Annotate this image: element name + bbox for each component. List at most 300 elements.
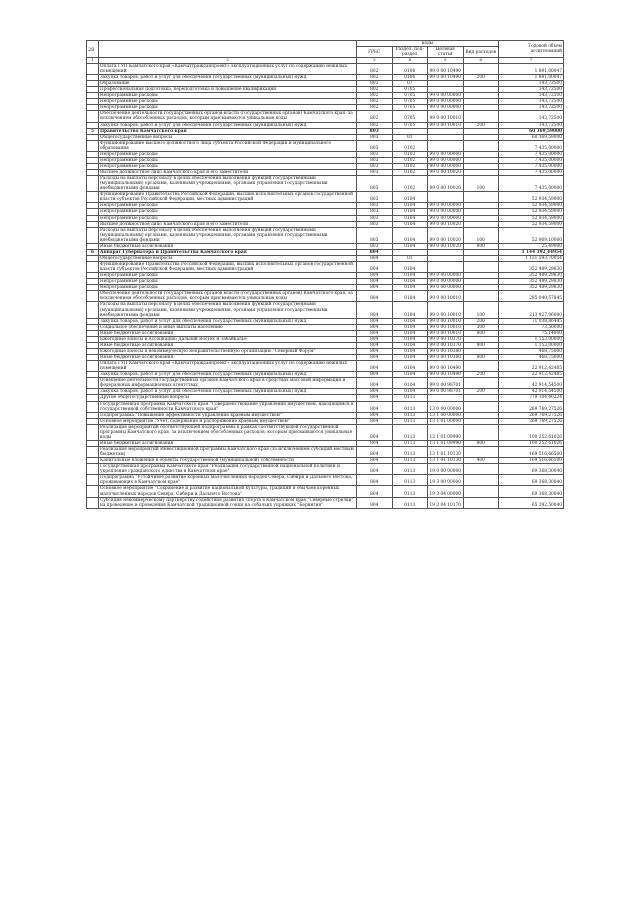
row-sum: 100 252,61026	[499, 424, 564, 440]
table-body	[87, 63, 564, 508]
row-cs: 13 0 00 00000	[428, 401, 464, 412]
table-row	[87, 361, 564, 372]
row-cs: 13 1 01 09990	[428, 424, 464, 440]
row-grbs: 804	[357, 401, 393, 412]
row-grbs: 803	[357, 221, 393, 227]
row-razdel: 0104	[392, 291, 428, 302]
row-razdel: 07	[392, 81, 428, 87]
row-grbs: 803	[357, 209, 393, 215]
row-cs: 13 1 01 00000	[428, 418, 464, 424]
row-cs: 99 0 00 10370	[428, 342, 464, 348]
row-vr: 100	[463, 302, 499, 318]
row-sum: 779 104,40224	[499, 395, 564, 401]
row-sum: 60 369,59000	[499, 128, 564, 134]
row-grbs: 804	[357, 302, 393, 318]
row-cs: 99 0 00 10010	[428, 291, 464, 302]
table-row	[87, 475, 564, 486]
row-cs: 99 0 00 00000	[428, 105, 464, 111]
row-sum: 143,72500	[499, 87, 564, 93]
row-razdel: 0106	[392, 63, 428, 74]
row-name: Субсидия некоммерческому партнерству содействия развития спорта в Камчатском крае "Северные стрелки" на проведение и проведения Камчатской традиционной гонки на собачьих упряжках "Берингия"	[99, 497, 357, 508]
row-sum: 468,75000	[499, 348, 564, 354]
row-name: Высшее должностное лицо Камчатского края и его заместители	[99, 170, 357, 176]
row-name: Закупка товаров, работ и услуг для обеспечения государственных (муниципальных) нужд	[99, 122, 357, 128]
row-cs: 99 0 00 00000	[428, 203, 464, 209]
row-vr: 800	[463, 243, 499, 249]
row-grbs: 804	[357, 318, 393, 324]
row-cs: 99 0 00 10490	[428, 63, 464, 74]
row-razdel: 0104	[392, 215, 428, 221]
row-name: Обеспечение деятельности государственных органов власти (государственных органов) Камчатского края, за исключением обособленных расходов, которым присваиваются уникальные коды	[99, 291, 357, 302]
row-sum: 7 435,00000	[499, 140, 564, 151]
row-vr	[463, 262, 499, 273]
row-razdel: 0102	[392, 151, 428, 157]
row-number: 6	[87, 249, 99, 255]
row-sum: 143,72500	[499, 122, 564, 128]
row-grbs: 803	[357, 134, 393, 140]
row-name: Непрограммные расходы	[99, 215, 357, 221]
row-sum: 143,72500	[499, 81, 564, 87]
row-name: Подпрограмма "Повышение эффективности управления краевым имуществом"	[99, 412, 357, 418]
row-grbs: 804	[357, 324, 393, 330]
row-grbs: 804	[357, 255, 393, 261]
row-vr	[463, 447, 499, 458]
row-sum: 42 914,54500	[499, 389, 564, 395]
row-grbs: 803	[357, 163, 393, 169]
row-grbs: 803	[357, 128, 393, 134]
col-num: 1	[87, 58, 99, 64]
row-grbs: 802	[357, 99, 393, 105]
table-row	[87, 140, 564, 151]
row-cs: 99 0 00 10010	[428, 122, 464, 128]
row-sum: 285 040,57845	[499, 291, 564, 302]
row-grbs: 804	[357, 285, 393, 291]
row-name: Непрограммные расходы	[99, 163, 357, 169]
row-cs: 99 0 00 10370	[428, 336, 464, 342]
row-grbs: 804	[357, 418, 393, 424]
row-razdel: 0705	[392, 93, 428, 99]
row-name: Иные бюджетные ассигнования	[99, 330, 357, 336]
row-razdel: 01	[392, 134, 428, 140]
row-number: 5	[87, 128, 99, 134]
row-number	[87, 262, 99, 273]
row-cs: 99 0 00 10380	[428, 348, 464, 354]
row-sum: 213 927,06000	[499, 302, 564, 318]
row-grbs: 804	[357, 342, 393, 348]
row-razdel: 0102	[392, 170, 428, 176]
row-name: Иные бюджетные ассигнования	[99, 243, 357, 249]
row-cs: 19 3 04 10170	[428, 497, 464, 508]
row-name: Оплата ГУП Камчатского края «Камчатгражданпроект» эксплуатационных услуг по содержанию нежилых помещений	[99, 63, 357, 74]
row-grbs: 804	[357, 475, 393, 486]
row-razdel: 0104	[392, 378, 428, 389]
row-grbs: 802	[357, 87, 393, 93]
row-razdel: 0104	[392, 324, 428, 330]
row-vr: 100	[463, 176, 499, 192]
row-vr: 200	[463, 318, 499, 324]
row-number	[87, 291, 99, 302]
row-name: Основное мероприятие "Учет, содержание и распоряжение краевым имуществом"	[99, 418, 357, 424]
row-razdel: 0113	[392, 424, 428, 440]
row-vr: 200	[463, 372, 499, 378]
row-grbs: 803	[357, 176, 393, 192]
col-num: 3	[357, 58, 393, 64]
header-razdel: Раздел, под-раздел	[392, 47, 428, 58]
header-vr: Вид расходов	[463, 47, 499, 58]
row-name: Общегосударственные вопросы	[99, 134, 357, 140]
row-razdel: 0113	[392, 401, 428, 412]
row-grbs: 803	[357, 170, 393, 176]
row-number	[87, 227, 99, 243]
table-row	[87, 447, 564, 458]
header-grbs: ГРБС	[357, 47, 393, 58]
row-grbs: 802	[357, 122, 393, 128]
row-razdel: 0104	[392, 262, 428, 273]
row-grbs: 804	[357, 273, 393, 279]
row-cs: 99 0 00 10020	[428, 170, 464, 176]
row-razdel: 0113	[392, 475, 428, 486]
row-name: Функционирование высшего должностного лица субъекта Российской Федерации и муниципального образования	[99, 140, 357, 151]
row-sum: 1 153,00000	[499, 336, 564, 342]
row-name: Иные бюджетные ассигнования	[99, 440, 357, 446]
row-number	[87, 447, 99, 458]
row-name: Непрограммные расходы	[99, 209, 357, 215]
row-cs: 99 0 00 00000	[428, 273, 464, 279]
row-grbs: 802	[357, 81, 393, 87]
row-razdel: 0104	[392, 361, 428, 372]
row-razdel: 0705	[392, 87, 428, 93]
row-razdel: 0104	[392, 302, 428, 318]
table-row	[87, 192, 564, 203]
row-grbs: 804	[357, 249, 393, 255]
col-num: 6	[463, 58, 499, 64]
row-grbs: 802	[357, 75, 393, 81]
row-grbs: 803	[357, 215, 393, 221]
row-cs	[428, 192, 464, 203]
row-razdel: 0705	[392, 105, 428, 111]
row-grbs: 803	[357, 243, 393, 249]
row-name: Государственная программа Камчатского края "Реализация государственной национальной политики и укрепление гражданского единства в Камчатском крае"	[99, 464, 357, 475]
row-cs: 99 0 00 10020	[428, 227, 464, 243]
row-number	[87, 302, 99, 318]
row-vr: 800	[463, 330, 499, 336]
row-cs: 13 1 01 09990	[428, 440, 464, 446]
row-grbs: 803	[357, 140, 393, 151]
row-razdel: 0104	[392, 330, 428, 336]
row-number	[87, 361, 99, 372]
row-name: Ежегодные взносы в Ассоциацию Дальний Восток и Забайкалье	[99, 336, 357, 342]
row-vr: 200	[463, 75, 499, 81]
row-cs: 99 0 00 00000	[428, 157, 464, 163]
row-name: Функционирование Правительства Российской Федерации, высших исполнительных органов государственной власти субъектов Российской Федерации, местных администраций	[99, 192, 357, 203]
row-sum: 352 489,29830	[499, 285, 564, 291]
row-razdel: 0104	[392, 285, 428, 291]
row-sum: 269 769,27526	[499, 418, 564, 424]
row-cs: 99 0 00 10490	[428, 372, 464, 378]
table-row	[87, 291, 564, 302]
row-vr	[463, 63, 499, 74]
row-name: Профессиональная подготовка, переподготовка и повышение квалификации	[99, 87, 357, 93]
row-sum: 52 934,59000	[499, 192, 564, 203]
row-cs: 99 0 00 10380	[428, 355, 464, 361]
row-sum: 69 368,30040	[499, 486, 564, 497]
row-number	[87, 140, 99, 151]
table-row	[87, 262, 564, 273]
header-number	[87, 41, 99, 58]
row-cs: 19 3 00 00000	[428, 475, 464, 486]
row-razdel: 0113	[392, 395, 428, 401]
row-cs: 99 0 00 10010	[428, 111, 464, 122]
row-name: Реализация мероприятий Инвестиционной программы Камчатского края (за исключением субсидий местным бюджетам)	[99, 447, 357, 458]
header-cs: Целевая статья	[428, 47, 464, 58]
row-name: Освещение деятельности государственных органов Камчатского края в средствах массовой информации и федеральных информационных агентствах	[99, 378, 357, 389]
row-cs: 99 0 00 10490	[428, 75, 464, 81]
row-cs: 99 0 00 00000	[428, 215, 464, 221]
row-sum: 52 909,10000	[499, 227, 564, 243]
row-cs: 99 0 00 98701	[428, 389, 464, 395]
table-row	[87, 464, 564, 475]
row-sum: 269 769,27526	[499, 412, 564, 418]
row-sum: 22 912,42485	[499, 361, 564, 372]
row-vr	[463, 111, 499, 122]
row-razdel: 0104	[392, 209, 428, 215]
row-name: Иные бюджетные ассигнования	[99, 355, 357, 361]
table-row	[87, 111, 564, 122]
col-num: 5	[428, 58, 464, 64]
row-razdel: 0705	[392, 99, 428, 105]
row-name: Закупка товаров, работ и услуг для обеспечения государственных (муниципальных) нужд	[99, 389, 357, 395]
row-vr	[463, 291, 499, 302]
table-row	[87, 63, 564, 74]
row-name: Непрограммные расходы	[99, 99, 357, 105]
row-name: Обеспечение деятельности государственных органов власти (государственных органов) Камчатского края, за исключением обособленных расходов, которым присваиваются уникальные коды	[99, 111, 357, 122]
row-cs: 99 0 00 98701	[428, 378, 464, 389]
row-number	[87, 497, 99, 508]
row-vr	[463, 192, 499, 203]
row-razdel: 0705	[392, 111, 428, 122]
row-sum: 7 435,00000	[499, 151, 564, 157]
row-grbs: 804	[357, 497, 393, 508]
row-vr: 300	[463, 324, 499, 330]
row-razdel: 0104	[392, 336, 428, 342]
row-grbs: 804	[357, 361, 393, 372]
row-sum: 42 914,54500	[499, 378, 564, 389]
row-sum: 22 912,42485	[499, 372, 564, 378]
row-cs: 99 0 00 10020	[428, 221, 464, 227]
header-name	[99, 41, 357, 58]
row-cs: 99 0 00 10010	[428, 324, 464, 330]
row-razdel: 0113	[392, 447, 428, 458]
row-razdel: 0113	[392, 458, 428, 464]
table-row	[87, 302, 564, 318]
row-sum: 1 144 392,44954	[499, 249, 564, 255]
row-grbs: 802	[357, 105, 393, 111]
row-grbs: 804	[357, 486, 393, 497]
table-row	[87, 497, 564, 508]
col-num: 2	[99, 58, 357, 64]
row-grbs: 804	[357, 355, 393, 361]
row-name: Подпрограмма "Устойчивое развитие коренных малочисленных народов Севера, Сибири и Дальнего Востока, проживающих в Камчатском крае"	[99, 475, 357, 486]
row-sum: 25,49000	[499, 243, 564, 249]
row-razdel: 0104	[392, 355, 428, 361]
row-grbs: 802	[357, 63, 393, 74]
row-vr: 800	[463, 440, 499, 446]
row-number	[87, 378, 99, 389]
row-grbs: 804	[357, 330, 393, 336]
row-grbs: 804	[357, 412, 393, 418]
row-sum: 65 292,50040	[499, 497, 564, 508]
row-razdel: 0113	[392, 486, 428, 497]
row-name: Высшее должностное лицо Камчатского края и его заместители	[99, 221, 357, 227]
row-cs: 13 1 00 00000	[428, 412, 464, 418]
row-cs: 99 0 00 10020	[428, 176, 464, 192]
row-name: Непрограммные расходы	[99, 285, 357, 291]
row-razdel: 0102	[392, 176, 428, 192]
row-razdel: 0104	[392, 192, 428, 203]
row-grbs: 803	[357, 203, 393, 209]
row-sum: 352 489,29830	[499, 262, 564, 273]
row-name: Непрограммные расходы	[99, 203, 357, 209]
row-name: Расходы на выплаты персоналу в целях обеспечения выполнения функций государственными (муниципальными) органами, казенными учреждениями, органами управления государственными внебюджетными фондами	[99, 302, 357, 318]
row-grbs: 804	[357, 395, 393, 401]
row-name: Закупка товаров, работ и услуг для обеспечения государственных (муниципальных) нужд	[99, 372, 357, 378]
row-sum: 269 769,27526	[499, 401, 564, 412]
row-cs: 99 0 00 00000	[428, 151, 464, 157]
row-name: Аппарат Губернатора и Правительства Камчатского края	[99, 249, 357, 255]
page-number: 28	[88, 47, 95, 53]
row-vr: 800	[463, 355, 499, 361]
row-sum: 75,14800	[499, 330, 564, 336]
row-vr	[463, 378, 499, 389]
row-vr	[463, 497, 499, 508]
row-number	[87, 464, 99, 475]
row-vr	[463, 475, 499, 486]
row-sum: 52 934,59000	[499, 203, 564, 209]
row-sum: 143,72500	[499, 111, 564, 122]
row-razdel: 0113	[392, 497, 428, 508]
row-razdel: 0104	[392, 203, 428, 209]
row-number	[87, 401, 99, 412]
table-row	[87, 378, 564, 389]
row-sum: 7 435,00000	[499, 170, 564, 176]
row-name: Непрограммные расходы	[99, 157, 357, 163]
row-number	[87, 63, 99, 74]
table-row	[87, 227, 564, 243]
col-num: 7	[499, 58, 564, 64]
row-sum: 52 934,59000	[499, 221, 564, 227]
row-grbs: 804	[357, 389, 393, 395]
row-grbs: 804	[357, 458, 393, 464]
row-sum: 1 153,00000	[499, 342, 564, 348]
row-razdel: 0113	[392, 440, 428, 446]
row-grbs: 804	[357, 464, 393, 475]
row-sum: 7 435,00000	[499, 176, 564, 192]
row-cs: 99 0 00 10010	[428, 302, 464, 318]
row-cs: 13 1 01 10130	[428, 458, 464, 464]
row-vr: 800	[463, 342, 499, 348]
row-name: Непрограммные расходы	[99, 151, 357, 157]
row-sum: 71 038,86445	[499, 318, 564, 324]
row-razdel: 0104	[392, 318, 428, 324]
row-name: Другие общегосударственные вопросы	[99, 395, 357, 401]
row-sum: 1 131 593,70054	[499, 255, 564, 261]
row-grbs: 804	[357, 424, 393, 440]
row-name: Реализация мероприятий соответствующей подпрограммы в рамках соответствующей государственной программы Камчатского края, за исключением обособленных расходов, которым присваиваются уникальные коды	[99, 424, 357, 440]
row-name: Расходы на выплаты персоналу в целях обеспечения выполнения функций государственными (муниципальными) органами, казенными учреждениями, органами управления государственными внебюджетными фондами	[99, 227, 357, 243]
row-cs	[428, 262, 464, 273]
row-name: Непрограммные расходы	[99, 279, 357, 285]
row-sum: 352 489,29830	[499, 279, 564, 285]
row-razdel: 0104	[392, 348, 428, 354]
row-vr: 200	[463, 122, 499, 128]
row-razdel: 0106	[392, 75, 428, 81]
row-grbs: 804	[357, 279, 393, 285]
row-name: Закупка товаров, работ и услуг для обеспечения государственных (муниципальных) нужд	[99, 318, 357, 324]
col-num: 4	[392, 58, 428, 64]
row-sum: 52 934,59000	[499, 209, 564, 215]
row-vr	[463, 464, 499, 475]
header-codes: коды	[357, 41, 499, 47]
row-grbs: 804	[357, 336, 393, 342]
row-name: Основное мероприятие "Сохранение и развитие национальной культуры, традиций и обычаев коренных малочисленных народов Севера, Сибири и Дальнего Востока"	[99, 486, 357, 497]
row-sum: 143,72500	[499, 99, 564, 105]
row-razdel: 0104	[392, 243, 428, 249]
row-name: Государственная программа Камчатского края "Совершенствование управления имуществом, находящимся в государственной собственности Камчатского края"	[99, 401, 357, 412]
table-row	[87, 176, 564, 192]
row-grbs: 804	[357, 262, 393, 273]
row-vr	[463, 401, 499, 412]
row-cs: 99 0 00 10490	[428, 361, 464, 372]
row-cs: 99 0 00 10010	[428, 318, 464, 324]
row-sum: 100 252,61026	[499, 440, 564, 446]
row-sum: 169 516,66500	[499, 447, 564, 458]
row-grbs: 803	[357, 192, 393, 203]
row-razdel: 0102	[392, 140, 428, 151]
row-name: Общегосударственные вопросы	[99, 255, 357, 261]
row-sum: 143,72500	[499, 105, 564, 111]
row-razdel: 0104	[392, 279, 428, 285]
row-vr: 400	[463, 458, 499, 464]
row-grbs: 804	[357, 372, 393, 378]
row-name: Функционирование Правительства Российской Федерации, высших исполнительных органов государственной власти субъектов Российской Федерации, местных администраций	[99, 262, 357, 273]
row-sum: 7 435,00000	[499, 157, 564, 163]
row-name: Капитальные вложения в объекты государственной (муниципальной) собственности	[99, 458, 357, 464]
row-vr	[463, 486, 499, 497]
row-grbs: 803	[357, 227, 393, 243]
row-sum: 1 891,00047	[499, 75, 564, 81]
row-grbs: 802	[357, 93, 393, 99]
row-sum: 73,50000	[499, 324, 564, 330]
row-name: Оплата ГУП Камчатского края «Камчатгражданпроект» эксплуатационных услуг по содержанию нежилых помещений	[99, 361, 357, 372]
row-sum: 7 435,00000	[499, 163, 564, 169]
row-number	[87, 176, 99, 192]
row-name: Ежегодные взносы в некоммерческую неправительственную организацию "Северный Форум"	[99, 348, 357, 354]
row-name: Непрограммные расходы	[99, 105, 357, 111]
row-name: Правительство Камчатского края	[99, 128, 357, 134]
budget-table	[86, 40, 564, 509]
header-sum: Годовой объем ассигнований	[499, 41, 564, 58]
row-sum: 69 368,30040	[499, 475, 564, 486]
row-cs: 19 3 04 00000	[428, 486, 464, 497]
row-grbs: 803	[357, 151, 393, 157]
row-sum: 52 934,59000	[499, 215, 564, 221]
row-grbs: 804	[357, 348, 393, 354]
row-razdel: 01	[392, 255, 428, 261]
row-sum: 69 368,30040	[499, 464, 564, 475]
row-cs: 99 0 00 00000	[428, 209, 464, 215]
row-vr: 100	[463, 227, 499, 243]
row-number	[87, 424, 99, 440]
